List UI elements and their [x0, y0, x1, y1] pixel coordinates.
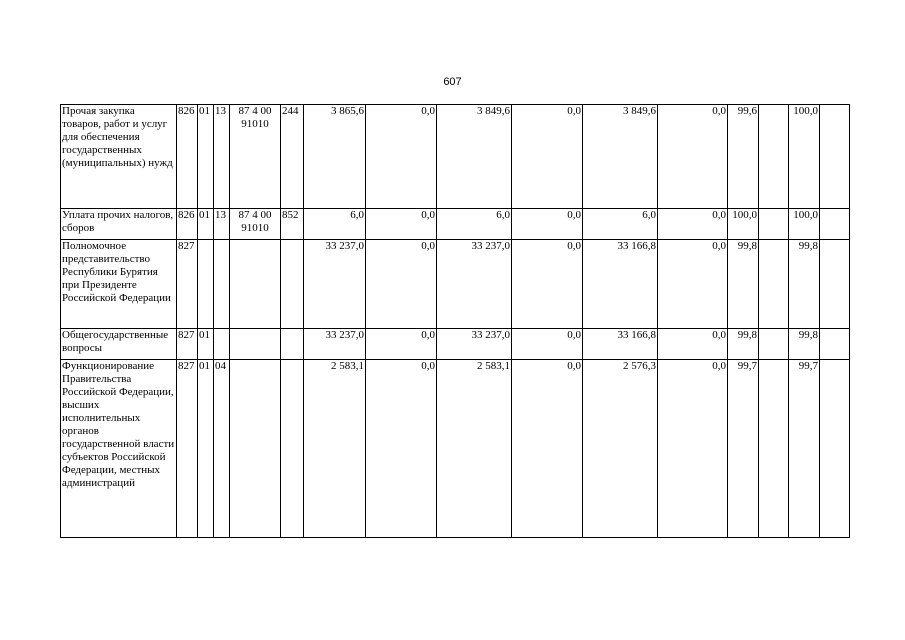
subsection-code: [214, 329, 230, 360]
value-cell: 33 166,8: [583, 240, 658, 329]
section-code: 01: [198, 105, 214, 209]
value-cell: [820, 360, 850, 538]
ministry-code: 827: [177, 329, 198, 360]
expense-type-code: [281, 360, 304, 538]
table-row: [61, 360, 850, 538]
value-cell: 0,0: [512, 209, 583, 240]
row-name: Уплата прочих налогов, сборов: [61, 209, 177, 240]
section-code: 01: [198, 209, 214, 240]
value-cell: 33 237,0: [437, 240, 512, 329]
value-cell: 6,0: [304, 209, 366, 240]
value-cell: 0,0: [658, 240, 728, 329]
value-cell: 0,0: [512, 240, 583, 329]
budget-table: [60, 104, 850, 538]
value-cell: 0,0: [658, 329, 728, 360]
percent-cell: 99,8: [789, 240, 820, 329]
percent-cell: 99,8: [728, 240, 759, 329]
value-cell: 3 865,6: [304, 105, 366, 209]
table-row: [61, 105, 850, 209]
page-number: 607: [443, 76, 462, 88]
row-name: Общегосударственные вопросы: [61, 329, 177, 360]
row-name: Функционирование Правительства Российской Федерации, высших исполнительных органов государственной власти субъектов Российской Федерации, местных администраций: [61, 360, 177, 538]
value-cell: 3 849,6: [583, 105, 658, 209]
value-cell: 2 583,1: [304, 360, 366, 538]
target-article-code: 87 4 00 91010: [230, 209, 281, 240]
subsection-code: 13: [214, 105, 230, 209]
value-cell: 0,0: [512, 360, 583, 538]
expense-type-code: 244: [281, 105, 304, 209]
value-cell: 33 166,8: [583, 329, 658, 360]
value-cell: 33 237,0: [437, 329, 512, 360]
value-cell: 33 237,0: [304, 329, 366, 360]
expense-type-code: [281, 240, 304, 329]
table-row: [61, 329, 850, 360]
percent-cell: 99,8: [728, 329, 759, 360]
row-name: Прочая закупка товаров, работ и услуг для обеспечения государственных (муниципальных) нужд: [61, 105, 177, 209]
expense-type-code: 852: [281, 209, 304, 240]
target-article-code: [230, 240, 281, 329]
value-cell: 0,0: [658, 360, 728, 538]
value-cell: 0,0: [366, 209, 437, 240]
ministry-code: 827: [177, 360, 198, 538]
ministry-code: 827: [177, 240, 198, 329]
subsection-code: 13: [214, 209, 230, 240]
table-row: [61, 209, 850, 240]
target-article-code: [230, 360, 281, 538]
percent-cell: 99,6: [728, 105, 759, 209]
section-code: [198, 240, 214, 329]
value-cell: 0,0: [512, 105, 583, 209]
section-code: 01: [198, 360, 214, 538]
value-cell: 0,0: [366, 240, 437, 329]
table-row: [61, 240, 850, 329]
value-cell: [759, 240, 789, 329]
percent-cell: 99,8: [789, 329, 820, 360]
value-cell: [759, 329, 789, 360]
value-cell: 33 237,0: [304, 240, 366, 329]
value-cell: 6,0: [583, 209, 658, 240]
row-name: Полномочное представительство Республики Бурятия при Президенте Российской Федерации: [61, 240, 177, 329]
value-cell: [759, 105, 789, 209]
value-cell: 0,0: [658, 105, 728, 209]
value-cell: 6,0: [437, 209, 512, 240]
value-cell: [759, 209, 789, 240]
value-cell: 0,0: [512, 329, 583, 360]
value-cell: [820, 105, 850, 209]
percent-cell: 100,0: [789, 209, 820, 240]
value-cell: 0,0: [366, 329, 437, 360]
value-cell: 0,0: [366, 360, 437, 538]
ministry-code: 826: [177, 209, 198, 240]
subsection-code: 04: [214, 360, 230, 538]
percent-cell: 100,0: [728, 209, 759, 240]
section-code: 01: [198, 329, 214, 360]
value-cell: 2 576,3: [583, 360, 658, 538]
value-cell: [820, 240, 850, 329]
value-cell: 0,0: [658, 209, 728, 240]
percent-cell: 100,0: [789, 105, 820, 209]
percent-cell: 99,7: [728, 360, 759, 538]
expense-type-code: [281, 329, 304, 360]
ministry-code: 826: [177, 105, 198, 209]
value-cell: 3 849,6: [437, 105, 512, 209]
value-cell: [820, 209, 850, 240]
value-cell: 0,0: [366, 105, 437, 209]
value-cell: 2 583,1: [437, 360, 512, 538]
percent-cell: 99,7: [789, 360, 820, 538]
value-cell: [759, 360, 789, 538]
value-cell: [820, 329, 850, 360]
target-article-code: [230, 329, 281, 360]
subsection-code: [214, 240, 230, 329]
target-article-code: 87 4 00 91010: [230, 105, 281, 209]
